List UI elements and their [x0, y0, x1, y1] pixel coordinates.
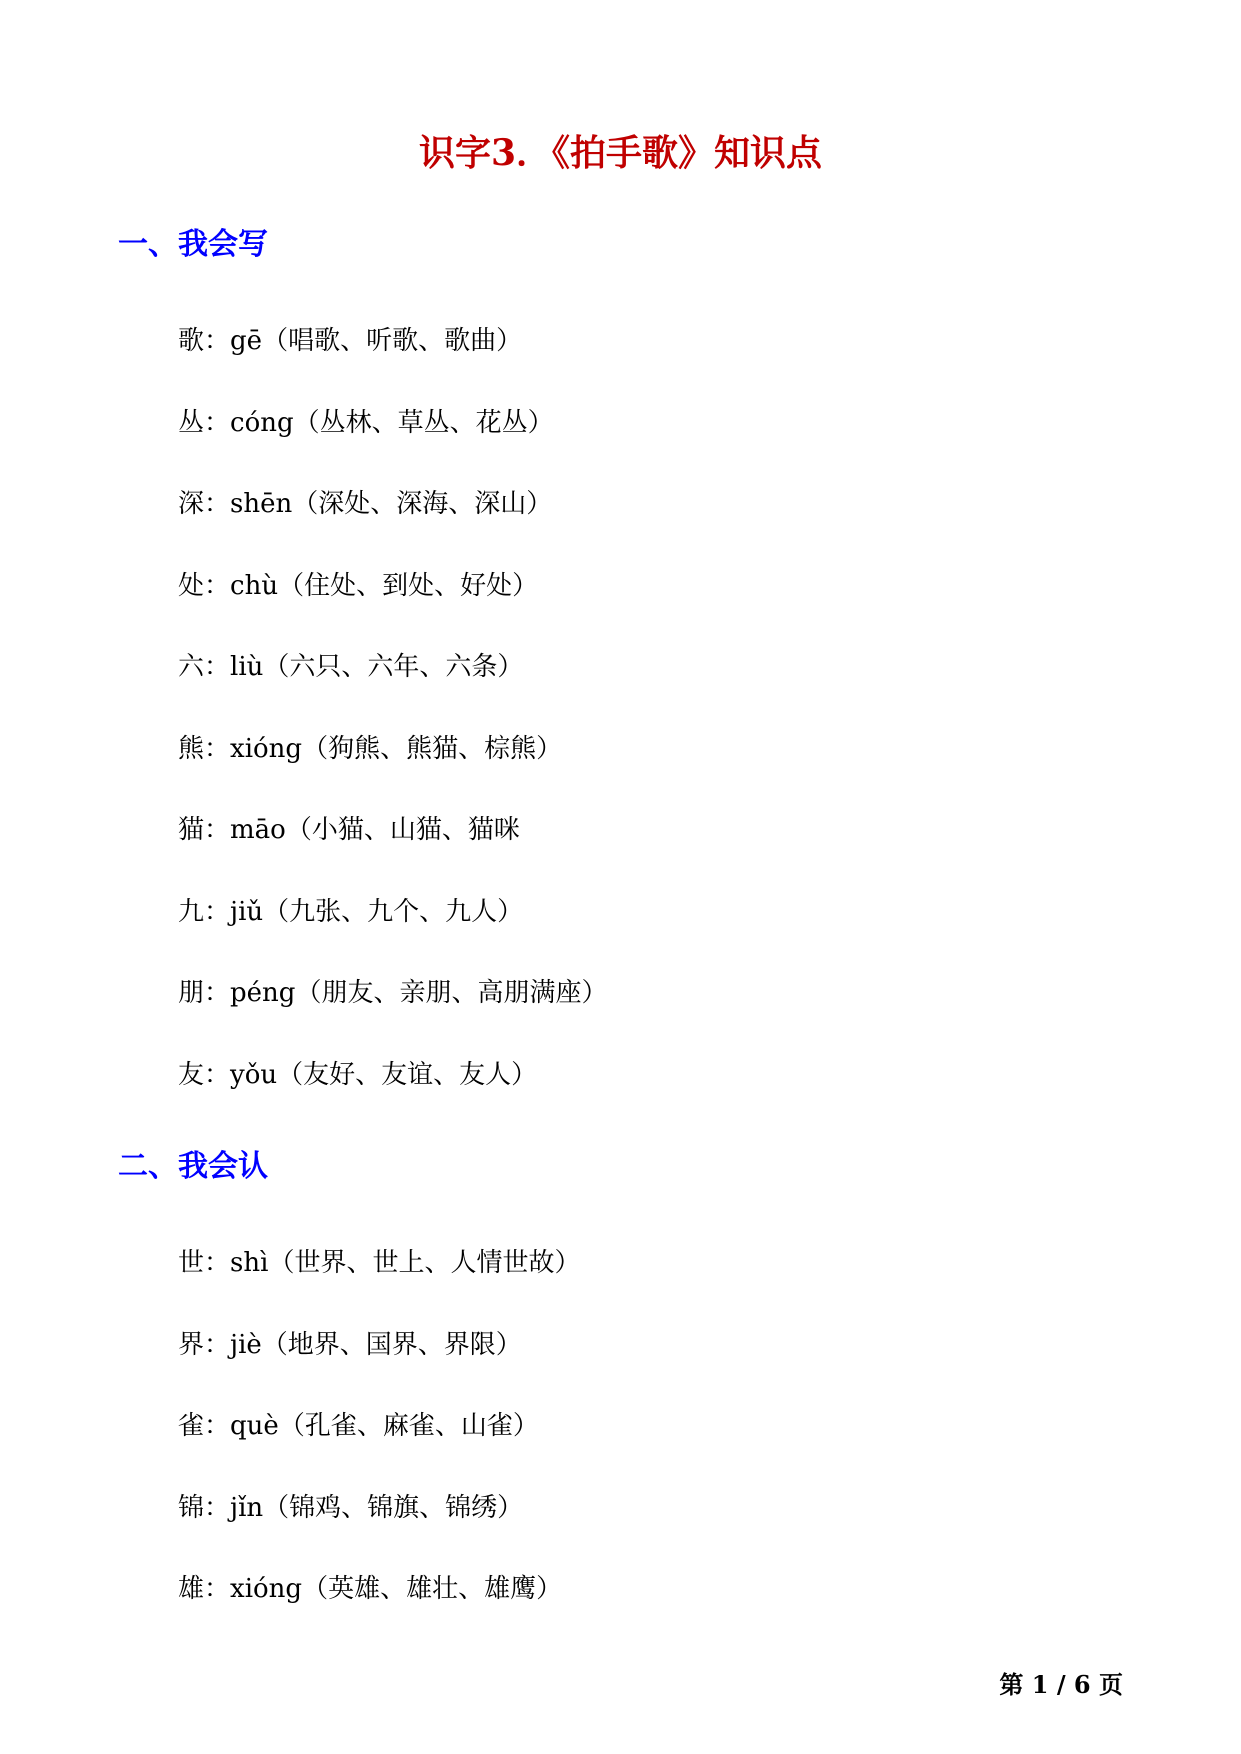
pinyin: shì — [230, 1248, 269, 1278]
character: 朋 — [178, 978, 205, 1008]
pinyin: shēn — [230, 489, 293, 519]
section-heading-recognize: 二、我会认 — [118, 1149, 268, 1184]
list-item — [178, 1325, 580, 1407]
list-item — [178, 810, 607, 892]
pinyin: yǒu — [230, 1059, 278, 1090]
character: 歌 — [178, 326, 205, 356]
list-item — [178, 729, 607, 811]
character: 六 — [178, 652, 205, 682]
separator: ： — [204, 1059, 231, 1090]
list-item — [178, 1406, 580, 1488]
separator: ： — [204, 815, 231, 845]
separator: ： — [204, 1248, 231, 1278]
character: 猫 — [178, 815, 205, 845]
pinyin: jiè — [230, 1329, 262, 1360]
example-words: （英雄、雄壮、雄鹰） — [302, 1574, 563, 1604]
section-heading-write: 一、我会写 — [118, 227, 268, 262]
pinyin: liù — [230, 652, 264, 682]
list-item — [178, 1488, 580, 1570]
separator: ： — [204, 978, 231, 1008]
pinyin: chù — [230, 570, 279, 601]
example-words: （九张、九个、九人） — [263, 896, 524, 927]
example-words: （孔雀、麻雀、山雀） — [278, 1411, 539, 1441]
character: 雄 — [178, 1574, 205, 1604]
list-item — [178, 647, 607, 729]
example-words: （丛林、草丛、花丛） — [293, 407, 554, 438]
page-title: 识字3．《拍手歌》知识点 — [418, 132, 823, 174]
pinyin: jiǔ — [230, 896, 264, 927]
separator: ： — [204, 489, 231, 519]
example-words: （世界、世上、人情世故） — [268, 1248, 581, 1278]
character: 界 — [178, 1329, 205, 1360]
example-words: （地界、国界、界限） — [261, 1329, 522, 1360]
list-item — [178, 973, 607, 1055]
list-item — [178, 566, 607, 648]
example-words: （小猫、山猫、猫咪 — [285, 815, 520, 845]
character: 深 — [178, 489, 205, 519]
separator: ： — [204, 1411, 231, 1441]
separator: ： — [204, 652, 231, 682]
example-words: （狗熊、熊猫、棕熊） — [302, 733, 563, 764]
list-item — [178, 1243, 580, 1325]
list-item — [178, 1569, 580, 1651]
pinyin: xióng — [230, 733, 303, 764]
pinyin: què — [230, 1411, 279, 1441]
entry-list-write — [178, 321, 607, 1136]
example-words: （唱歌、听歌、歌曲） — [262, 326, 523, 356]
separator: ： — [204, 570, 231, 601]
character: 熊 — [178, 733, 205, 764]
example-words: （友好、友谊、友人） — [277, 1059, 538, 1090]
list-item — [178, 403, 607, 485]
pinyin: gē — [230, 326, 263, 356]
character: 锦 — [178, 1492, 205, 1523]
character: 丛 — [178, 407, 205, 438]
entry-list-recognize — [178, 1243, 580, 1651]
pinyin: péng — [230, 978, 296, 1008]
separator: ： — [204, 1329, 231, 1360]
separator: ： — [204, 733, 231, 764]
example-words: （住处、到处、好处） — [278, 570, 539, 601]
separator: ： — [204, 896, 231, 927]
example-words: （六只、六年、六条） — [263, 652, 524, 682]
separator: ： — [204, 1492, 231, 1523]
character: 世 — [178, 1248, 205, 1278]
list-item — [178, 484, 607, 566]
list-item — [178, 321, 607, 403]
pinyin: xióng — [230, 1574, 303, 1604]
separator: ： — [204, 407, 231, 438]
character: 处 — [178, 570, 205, 601]
separator: ： — [204, 326, 231, 356]
character: 九 — [178, 896, 205, 927]
pinyin: jǐn — [230, 1492, 264, 1523]
separator: ： — [204, 1574, 231, 1604]
pinyin: cóng — [230, 407, 294, 438]
page-footer: 第 1 / 6 页 — [999, 1670, 1123, 1699]
example-words: （锦鸡、锦旗、锦绣） — [263, 1492, 524, 1523]
character: 雀 — [178, 1411, 205, 1441]
pinyin: māo — [230, 815, 286, 845]
example-words: （朋友、亲朋、高朋满座） — [295, 978, 608, 1008]
character: 友 — [178, 1059, 205, 1090]
list-item — [178, 892, 607, 974]
list-item — [178, 1055, 607, 1137]
example-words: （深处、深海、深山） — [292, 489, 553, 519]
